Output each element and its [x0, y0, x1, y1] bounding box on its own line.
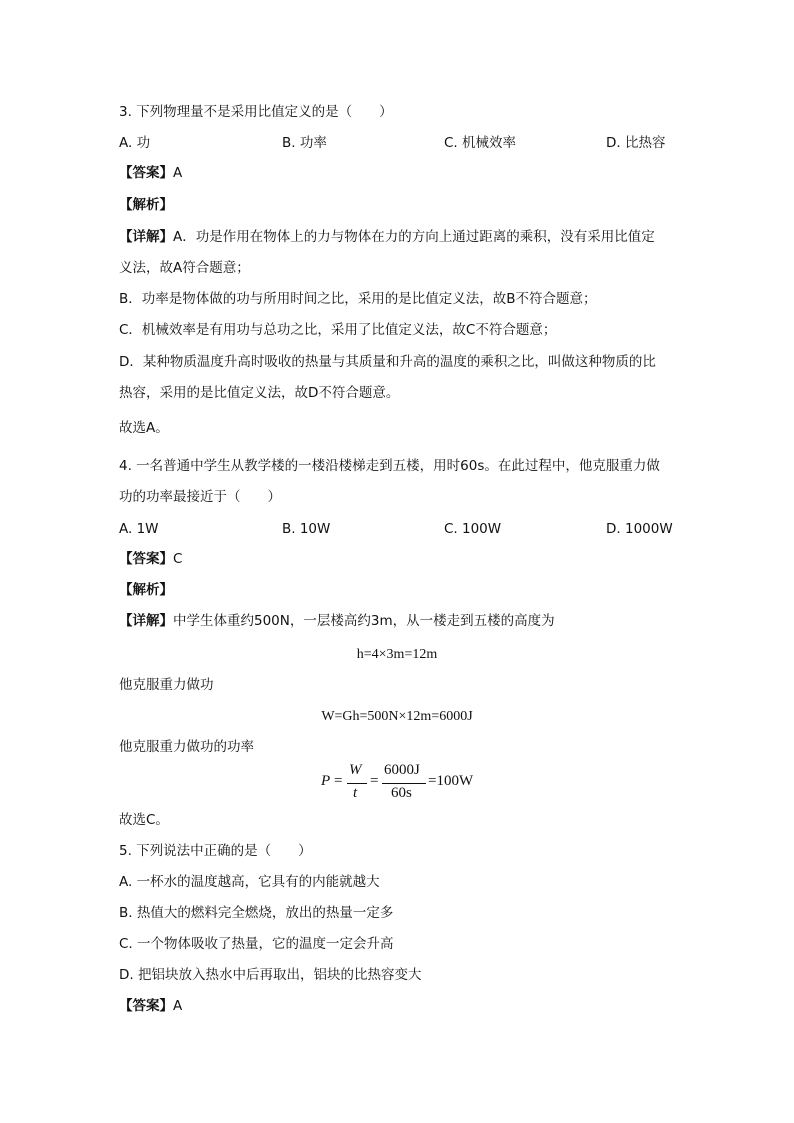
fraction-denominator: 60s [391, 785, 412, 801]
fraction-denominator: t [353, 785, 358, 801]
q4-formula-work: W=Gh=500N×12m=6000J [321, 709, 473, 724]
detail-tag: 【详解】 [119, 613, 173, 629]
detail-tag: 【详解】 [119, 229, 173, 245]
q4-analysis-tag: 【解析】 [119, 582, 173, 598]
answer-value: A [173, 998, 183, 1014]
fraction-bar [382, 783, 426, 784]
q3-analysis-tag: 【解析】 [119, 197, 173, 213]
q3-detail-line-2: 义法，故A符合题意； [119, 260, 250, 276]
q4-power-formula [0, 762, 794, 804]
fraction-numerator: W [349, 762, 362, 778]
q3-option-d: D. 比热容 [606, 135, 666, 151]
detail-text: A．功是作用在物体上的力与物体在力的方向上通过距离的乘积，没有采用比值定 [173, 229, 655, 245]
q3-option-c: C. 机械效率 [444, 135, 517, 151]
q5-answer [119, 997, 182, 1015]
answer-tag: 【答案】 [119, 165, 173, 181]
q5-option-a: A. 一杯水的温度越高，它具有的内能就越大 [119, 874, 380, 890]
q5-stem: 5. 下列说法中正确的是（ ） [119, 843, 312, 859]
answer-value: A [173, 165, 183, 181]
q3-detail-line-6: 热容，采用的是比值定义法，故D不符合题意。 [119, 385, 400, 401]
q4-formula-height: h=4×3m=12m [356, 647, 438, 662]
q3-stem: 3. 下列物理量不是采用比值定义的是（ ） [119, 104, 393, 120]
q4-option-d: D. 1000W [606, 521, 673, 537]
q3-detail-line-5: D．某种物质温度升高时吸收的热量与其质量和升高的温度的乘积之比，叫做这种物质的比 [119, 354, 656, 370]
q4-stem-line-2: 功的功率最接近于（ ） [119, 489, 281, 505]
power-result: =100W [428, 773, 474, 789]
q3-option-b: B. 功率 [282, 135, 327, 151]
power-symbol: P [321, 773, 331, 789]
q3-answer [119, 164, 182, 182]
fraction-numerator: 6000J [384, 762, 420, 778]
q3-detail-line-3: B．功率是物体做的功与所用时间之比，采用的是比值定义法，故B不符合题意； [119, 291, 597, 307]
equals-sign: = [334, 773, 343, 789]
detail-text: 中学生体重约500N，一层楼高约3m，从一楼走到五楼的高度为 [173, 613, 555, 629]
answer-value: C [173, 551, 183, 567]
q4-stem-line-1: 4. 一名普通中学生从教学楼的一楼沿楼梯走到五楼，用时60s。在此过程中，他克服重力做 [119, 458, 660, 474]
q4-option-a: A. 1W [119, 521, 159, 537]
q3-conclusion: 故选A。 [119, 420, 169, 436]
q4-option-b: B. 10W [282, 521, 331, 537]
q4-conclusion: 故选C。 [119, 812, 169, 828]
q4-text-work: 他克服重力做功 [119, 677, 214, 693]
q4-answer [119, 550, 182, 568]
answer-tag: 【答案】 [119, 998, 173, 1014]
q5-option-c: C. 一个物体吸收了热量，它的温度一定会升高 [119, 936, 394, 952]
q4-option-c: C. 100W [444, 521, 502, 537]
q3-detail-line-1 [119, 228, 655, 246]
answer-tag: 【答案】 [119, 551, 173, 567]
q5-option-d: D. 把铝块放入热水中后再取出，铝块的比热容变大 [119, 967, 422, 983]
q4-detail [119, 612, 555, 630]
q3-detail-line-4: C．机械效率是有用功与总功之比，采用了比值定义法，故C不符合题意； [119, 322, 557, 338]
q4-text-power: 他克服重力做功的功率 [119, 739, 254, 755]
q3-option-a: A. 功 [119, 135, 151, 151]
q5-option-b: B. 热值大的燃料完全燃烧，放出的热量一定多 [119, 905, 394, 921]
equals-sign: = [370, 773, 379, 789]
fraction-bar [347, 783, 367, 784]
